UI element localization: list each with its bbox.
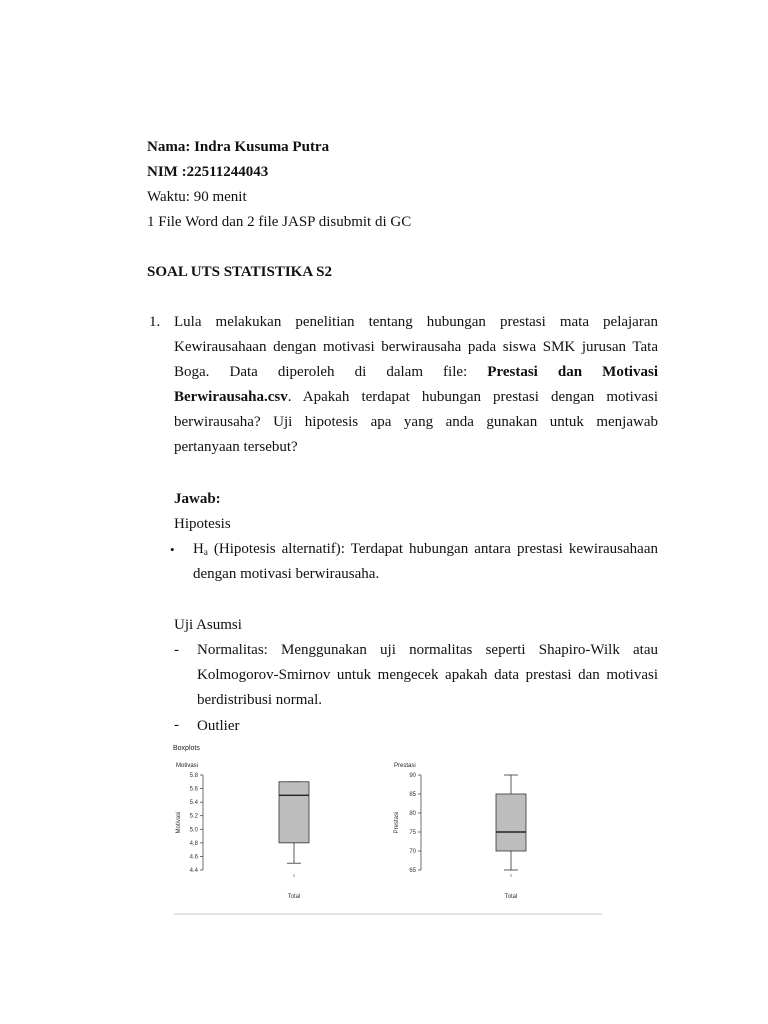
y-tick-label: 85	[409, 792, 416, 798]
y-tick-label: 5.8	[189, 773, 198, 779]
submission-note: 1 File Word dan 2 file JASP disubmit di GC	[147, 214, 412, 230]
question-line: pertanyaan tersebut?	[174, 439, 298, 455]
question-line: Kewirausahaan dengan motivasi berwirausaha pada siswa SMK jurusan Tata	[174, 339, 658, 355]
question-number: 1.	[149, 314, 161, 330]
y-tick-label: 90	[409, 773, 416, 779]
question-text	[174, 310, 658, 460]
boxplots-figure	[170, 740, 606, 920]
filename-bold: Berwirausaha.csv	[174, 389, 288, 405]
outlier-item: Outlier	[197, 718, 240, 734]
y-tick-label: 5.2	[189, 813, 198, 820]
box-iqr	[279, 782, 309, 843]
normality-line: Kolmogorov-Smirnov untuk mengecek apakah data prestasi dan motivasi	[197, 667, 658, 683]
normality-line: Normalitas: Menggunakan uji normalitas seperti Shapiro-Wilk atau	[197, 642, 658, 658]
y-tick-label: 4.6	[189, 854, 198, 861]
hypothesis-heading: Hipotesis	[174, 516, 231, 532]
question-line: Boga. Data diperoleh di dalam file: Prestasi dan Motivasi	[174, 364, 658, 380]
y-axis-label: Motivasi	[176, 811, 182, 834]
filename-bold: Prestasi dan Motivasi	[487, 364, 658, 380]
figure-title: Boxplots	[173, 745, 200, 752]
bullet-icon: •	[170, 542, 175, 557]
alt-hypothesis-line: $H_a$ (Hipotesis alternatif): Terdapat hubungan antara prestasi kewirausahaan	[193, 541, 658, 557]
y-tick-label: 75	[409, 830, 416, 836]
y-tick-label: 5.0	[189, 827, 198, 834]
y-tick-label: 65	[409, 868, 416, 874]
dash-marker: -	[174, 642, 179, 658]
assumption-heading: Uji Asumsi	[174, 617, 242, 633]
alt-hypothesis	[193, 537, 658, 587]
exam-title: SOAL UTS STATISTIKA S2	[147, 264, 332, 280]
x-tick-label: Total	[504, 894, 518, 900]
y-tick-label: 5.6	[189, 786, 198, 793]
dash-marker: -	[174, 717, 179, 733]
question-line: berwirausaha? Uji hipotesis apa yang anda gunakan untuk menjawab	[174, 414, 658, 430]
answer-label: Jawab:	[174, 491, 221, 507]
y-tick-label: 4.4	[189, 868, 198, 874]
boxplot-prestasi	[394, 763, 526, 900]
alt-hypothesis-line: dengan motivasi berwirausaha.	[193, 566, 380, 582]
student-name: Nama: Indra Kusuma Putra	[147, 139, 330, 155]
x-tick-label: Total	[287, 894, 301, 900]
question-line: Lula melakukan penelitian tentang hubungan prestasi mata pelajaran	[174, 314, 658, 330]
y-tick-label: 70	[409, 849, 416, 855]
student-nim: NIM :22511244043	[147, 164, 269, 180]
normality-line: berdistribusi normal.	[197, 692, 322, 708]
y-tick-label: 5.4	[189, 800, 198, 807]
y-axis-label: Prestasi	[394, 811, 400, 834]
exam-time: Waktu: 90 menit	[147, 189, 247, 205]
boxplot-motivasi	[176, 763, 309, 900]
y-tick-label: 80	[409, 811, 416, 817]
normality-item	[197, 638, 658, 713]
chart-title: Prestasi	[394, 763, 416, 769]
chart-title: Motivasi	[176, 763, 199, 769]
box-iqr	[496, 794, 526, 851]
y-tick-label: 4.8	[189, 840, 198, 847]
question-line: Berwirausaha.csv. Apakah terdapat hubungan prestasi dengan motivasi	[174, 389, 658, 405]
